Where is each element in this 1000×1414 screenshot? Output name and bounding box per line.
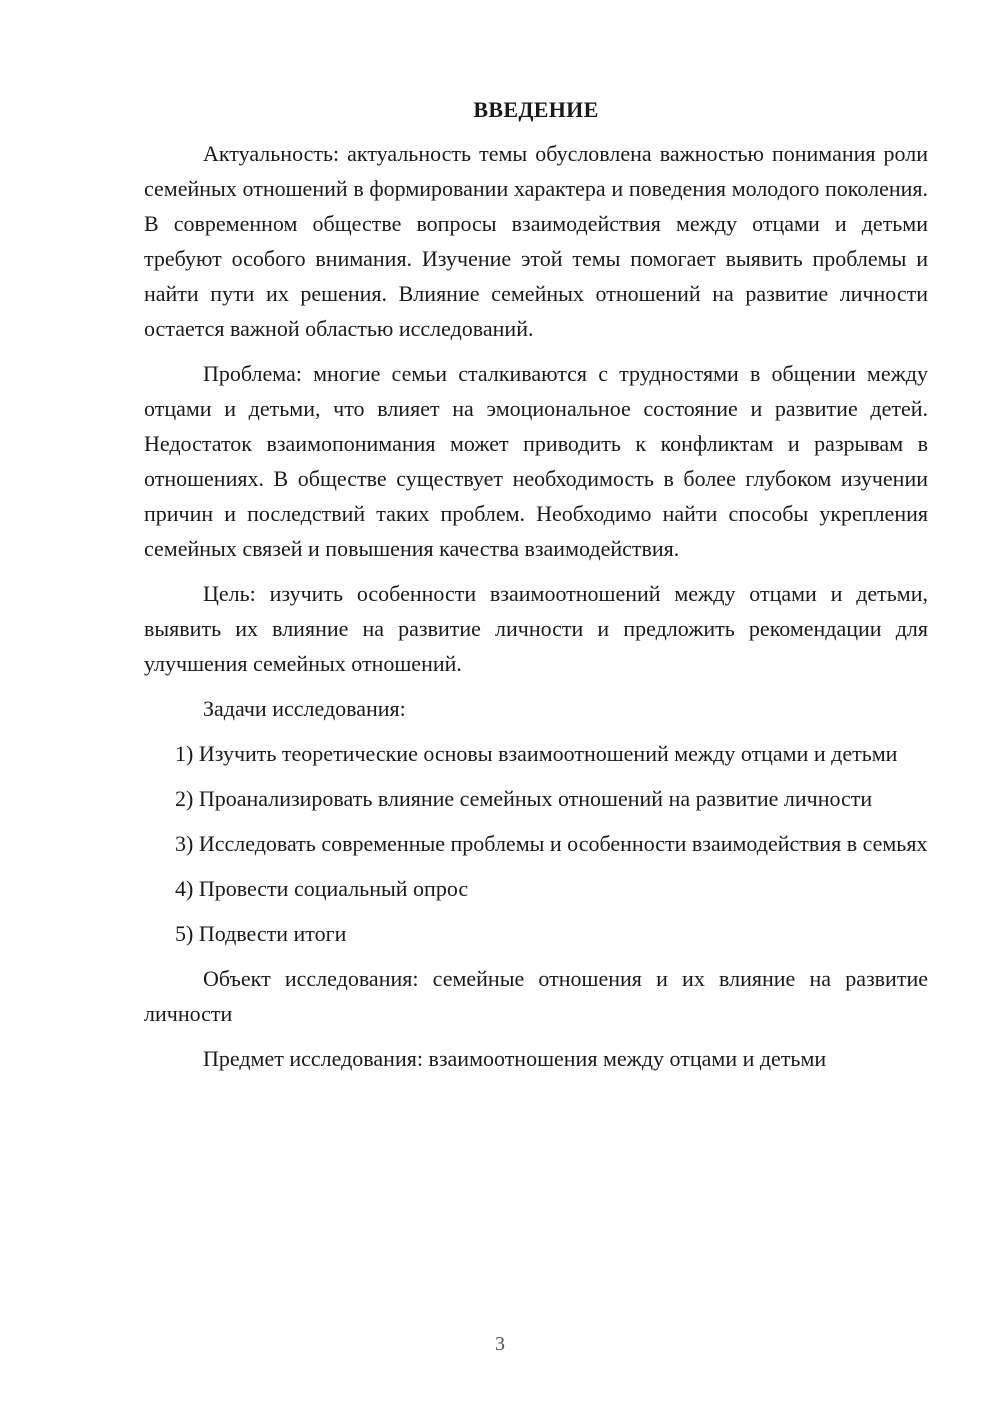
task-item: 3) Исследовать современные проблемы и особенности взаимодействия в семьях	[175, 831, 928, 856]
document-page	[144, 94, 928, 1086]
task-item: 2) Проанализировать влияние семейных отношений на развитие личности	[175, 786, 873, 811]
goal-paragraph: Цель: изучить особенности взаимоотношений между отцами и детьми, выявить их влияние на развитие личности и предложить рекомендации для улучшения семейных отношений.	[144, 581, 928, 676]
tasks-intro: Задачи исследования:	[203, 696, 406, 721]
page-number: 3	[495, 1333, 505, 1355]
section-heading: ВВЕДЕНИЕ	[473, 97, 599, 122]
subject-paragraph: Предмет исследования: взаимоотношения между отцами и детьми	[203, 1046, 827, 1071]
problem-paragraph: Проблема: многие семьи сталкиваются с трудностями в общении между отцами и детьми, что влияет на эмоциональное состояние и развитие детей. Недостаток взаимопонимания может приводить к конфликтам и разрывам в отношениях. В обществе существует необходимость в более глубоком изучении причин и последствий таких проблем. Необходимо найти способы укрепления семейных связей и повышения качества взаимодействия.	[144, 361, 928, 561]
object-paragraph: Объект исследования: семейные отношения и их влияние на развитие личности	[144, 966, 928, 1026]
relevance-paragraph: Актуальность: актуальность темы обусловлена важностью понимания роли семейных отношений в формировании характера и поведения молодого поколения. В современном обществе вопросы взаимодействия между отцами и детьми требуют особого внимания. Изучение этой темы помогает выявить проблемы и найти пути их решения. Влияние семейных отношений на развитие личности остается важной областью исследований.	[144, 141, 928, 341]
task-item: 1) Изучить теоретические основы взаимоотношений между отцами и детьми	[175, 741, 898, 766]
task-item: 5) Подвести итоги	[175, 921, 347, 946]
task-item: 4) Провести социальный опрос	[175, 876, 469, 901]
